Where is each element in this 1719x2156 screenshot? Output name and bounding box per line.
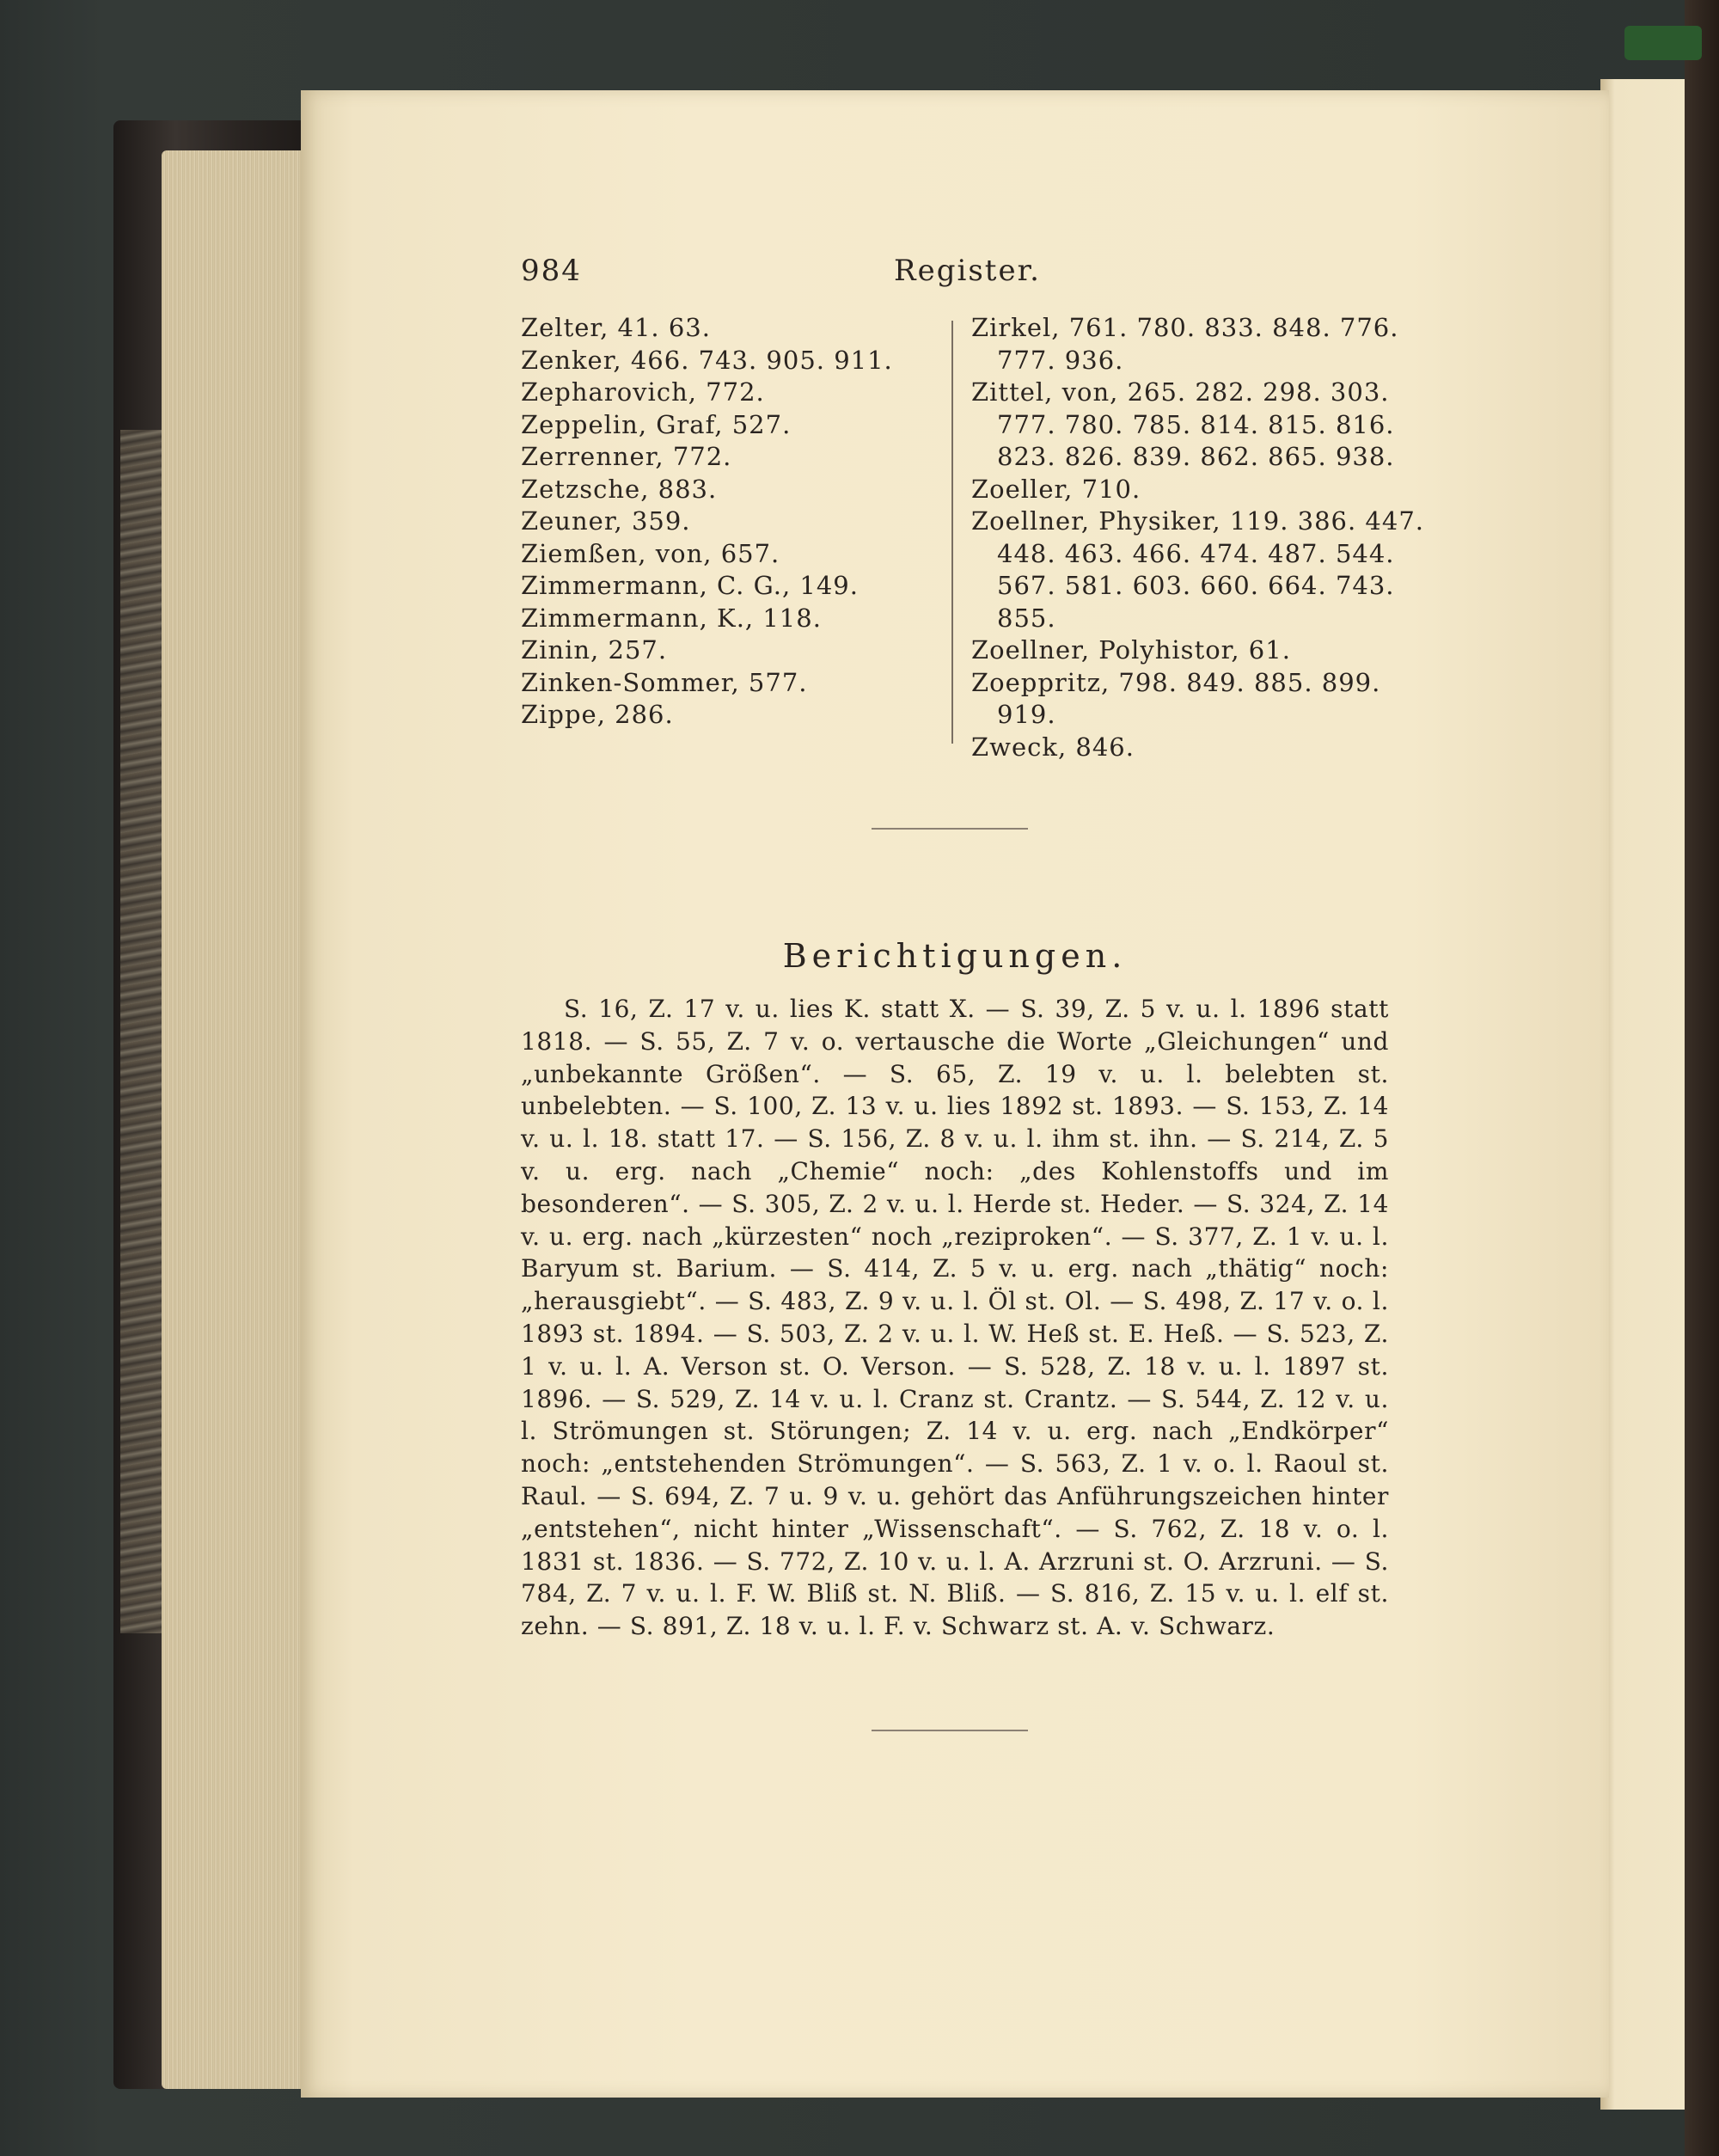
index-column-left (521, 312, 908, 732)
corrections-text: S. 16, Z. 17 v. u. lies K. statt X. — S. 39, Z. 5 v. u. l. 1896 statt 1818. — S. 55, Z. 7 v. o. vertausche die Worte „Gleichungen“ und „unbekannte Größen“. — S. 65, Z. 19 v. u. l. belebten st. unbelebten. — S. 100, Z. 13 v. u. lies 1892 st. 1893. — S. 153, Z. 14 v. u. l. 18. statt 17. — S. 156, Z. 8 v. u. l. ihm st. ihn. — S. 214, Z. 5 v. u. erg. nach „Chemie“ noch: „des Kohlenstoffs und im besonderen“. — S. 305, Z. 2 v. u. l. Herde st. Heder. — S. 324, Z. 14 v. u. erg. nach „kürzesten“ noch „reziproken“. — S. 377, Z. 1 v. u. l. Baryum st. Barium. — S. 414, Z. 5 v. u. erg. nach „thätig“ noch: „herausgiebt“. — S. 483, Z. 9 v. u. l. Öl st. Ol. — S. 498, Z. 17 v. o. l. 1893 st. 1894. — S. 503, Z. 2 v. u. l. W. Heß st. E. Heß. — S. 523, Z. 1 v. u. l. A. Verson st. O. Verson. — S. 528, Z. 18 v. u. l. 1897 st. 1896. — S. 529, Z. 14 v. u. l. Cranz st. Crantz. — S. 544, Z. 12 v. u. l. Strömungen st. Störungen; Z. 14 v. u. erg. nach „Endkörper“ noch: „entstehenden Strömungen“. — S. 563, Z. 1 v. o. l. Raoul st. Raul. — S. 694, Z. 7 u. 9 v. u. gehört das Anführungszeichen hinter „entstehen“, nicht hinter „Wissenschaft“. — S. 762, Z. 18 v. o. l. 1831 st. 1836. — S. 772, Z. 10 v. u. l. A. Arzruni st. O. Arzruni. — S. 784, Z. 7 v. u. l. F. W. Bliß st. N. Bliß. — S. 816, Z. 15 v. u. l. elf st. zehn. — S. 891, Z. 18 v. u. l. F. v. Schwarz st. A. v. Schwarz. (521, 995, 1389, 1641)
index-entry: Zenker, 466. 743. 905. 911. (521, 345, 893, 375)
page-block-edges (162, 150, 306, 2089)
index-entry: Zirkel, 761. 780. 833. 848. 776. 777. 936. (971, 313, 1399, 375)
index-entry: Zerrenner, 772. (521, 442, 732, 471)
index-entry: Zepharovich, 772. (521, 377, 765, 407)
index-entry: Zeppelin, Graf, 527. (521, 409, 792, 439)
index-entry: Zoellner, Polyhistor, 61. (971, 635, 1291, 665)
book-page (301, 90, 1609, 2098)
index-entry: Zimmermann, K., 118. (521, 603, 822, 633)
section-rule-bottom (872, 1730, 1028, 1731)
corrections-title: Berichtigungen. (782, 937, 1128, 975)
index-entry: Zoeller, 710. (971, 474, 1141, 504)
index-entry: Zittel, von, 265. 282. 298. 303. 777. 780. 785. 814. 815. 816. 823. 826. 839. 862. 865. 938. (971, 377, 1395, 471)
column-divider (951, 321, 953, 744)
index-column-right (971, 312, 1435, 763)
index-entry: Zelter, 41. 63. (521, 313, 711, 342)
index-entry: Zinin, 257. (521, 635, 668, 665)
section-rule-top (872, 828, 1028, 830)
index-entry: Zeuner, 359. (521, 506, 691, 536)
bookmark-ribbon (1624, 26, 1702, 60)
right-cover-edge (1685, 0, 1719, 2156)
running-head (301, 254, 1609, 297)
index-entry: Zetzsche, 883. (521, 474, 718, 504)
index-entry: Zimmermann, C. G., 149. (521, 571, 859, 600)
index-entry: Ziemßen, von, 657. (521, 538, 780, 568)
running-head-title: Register. (894, 254, 1041, 288)
index-entry: Zoellner, Physiker, 119. 386. 447. 448. 463. 466. 474. 487. 544. 567. 581. 603. 660. 664. 743. 855. (971, 506, 1424, 633)
index-entry: Zoeppritz, 798. 849. 885. 899. 919. (971, 667, 1381, 729)
page-number: 984 (521, 254, 582, 288)
index-entry: Zinken-Sommer, 577. (521, 667, 808, 697)
index-entry: Zippe, 286. (521, 700, 674, 729)
index-entry: Zweck, 846. (971, 732, 1135, 762)
